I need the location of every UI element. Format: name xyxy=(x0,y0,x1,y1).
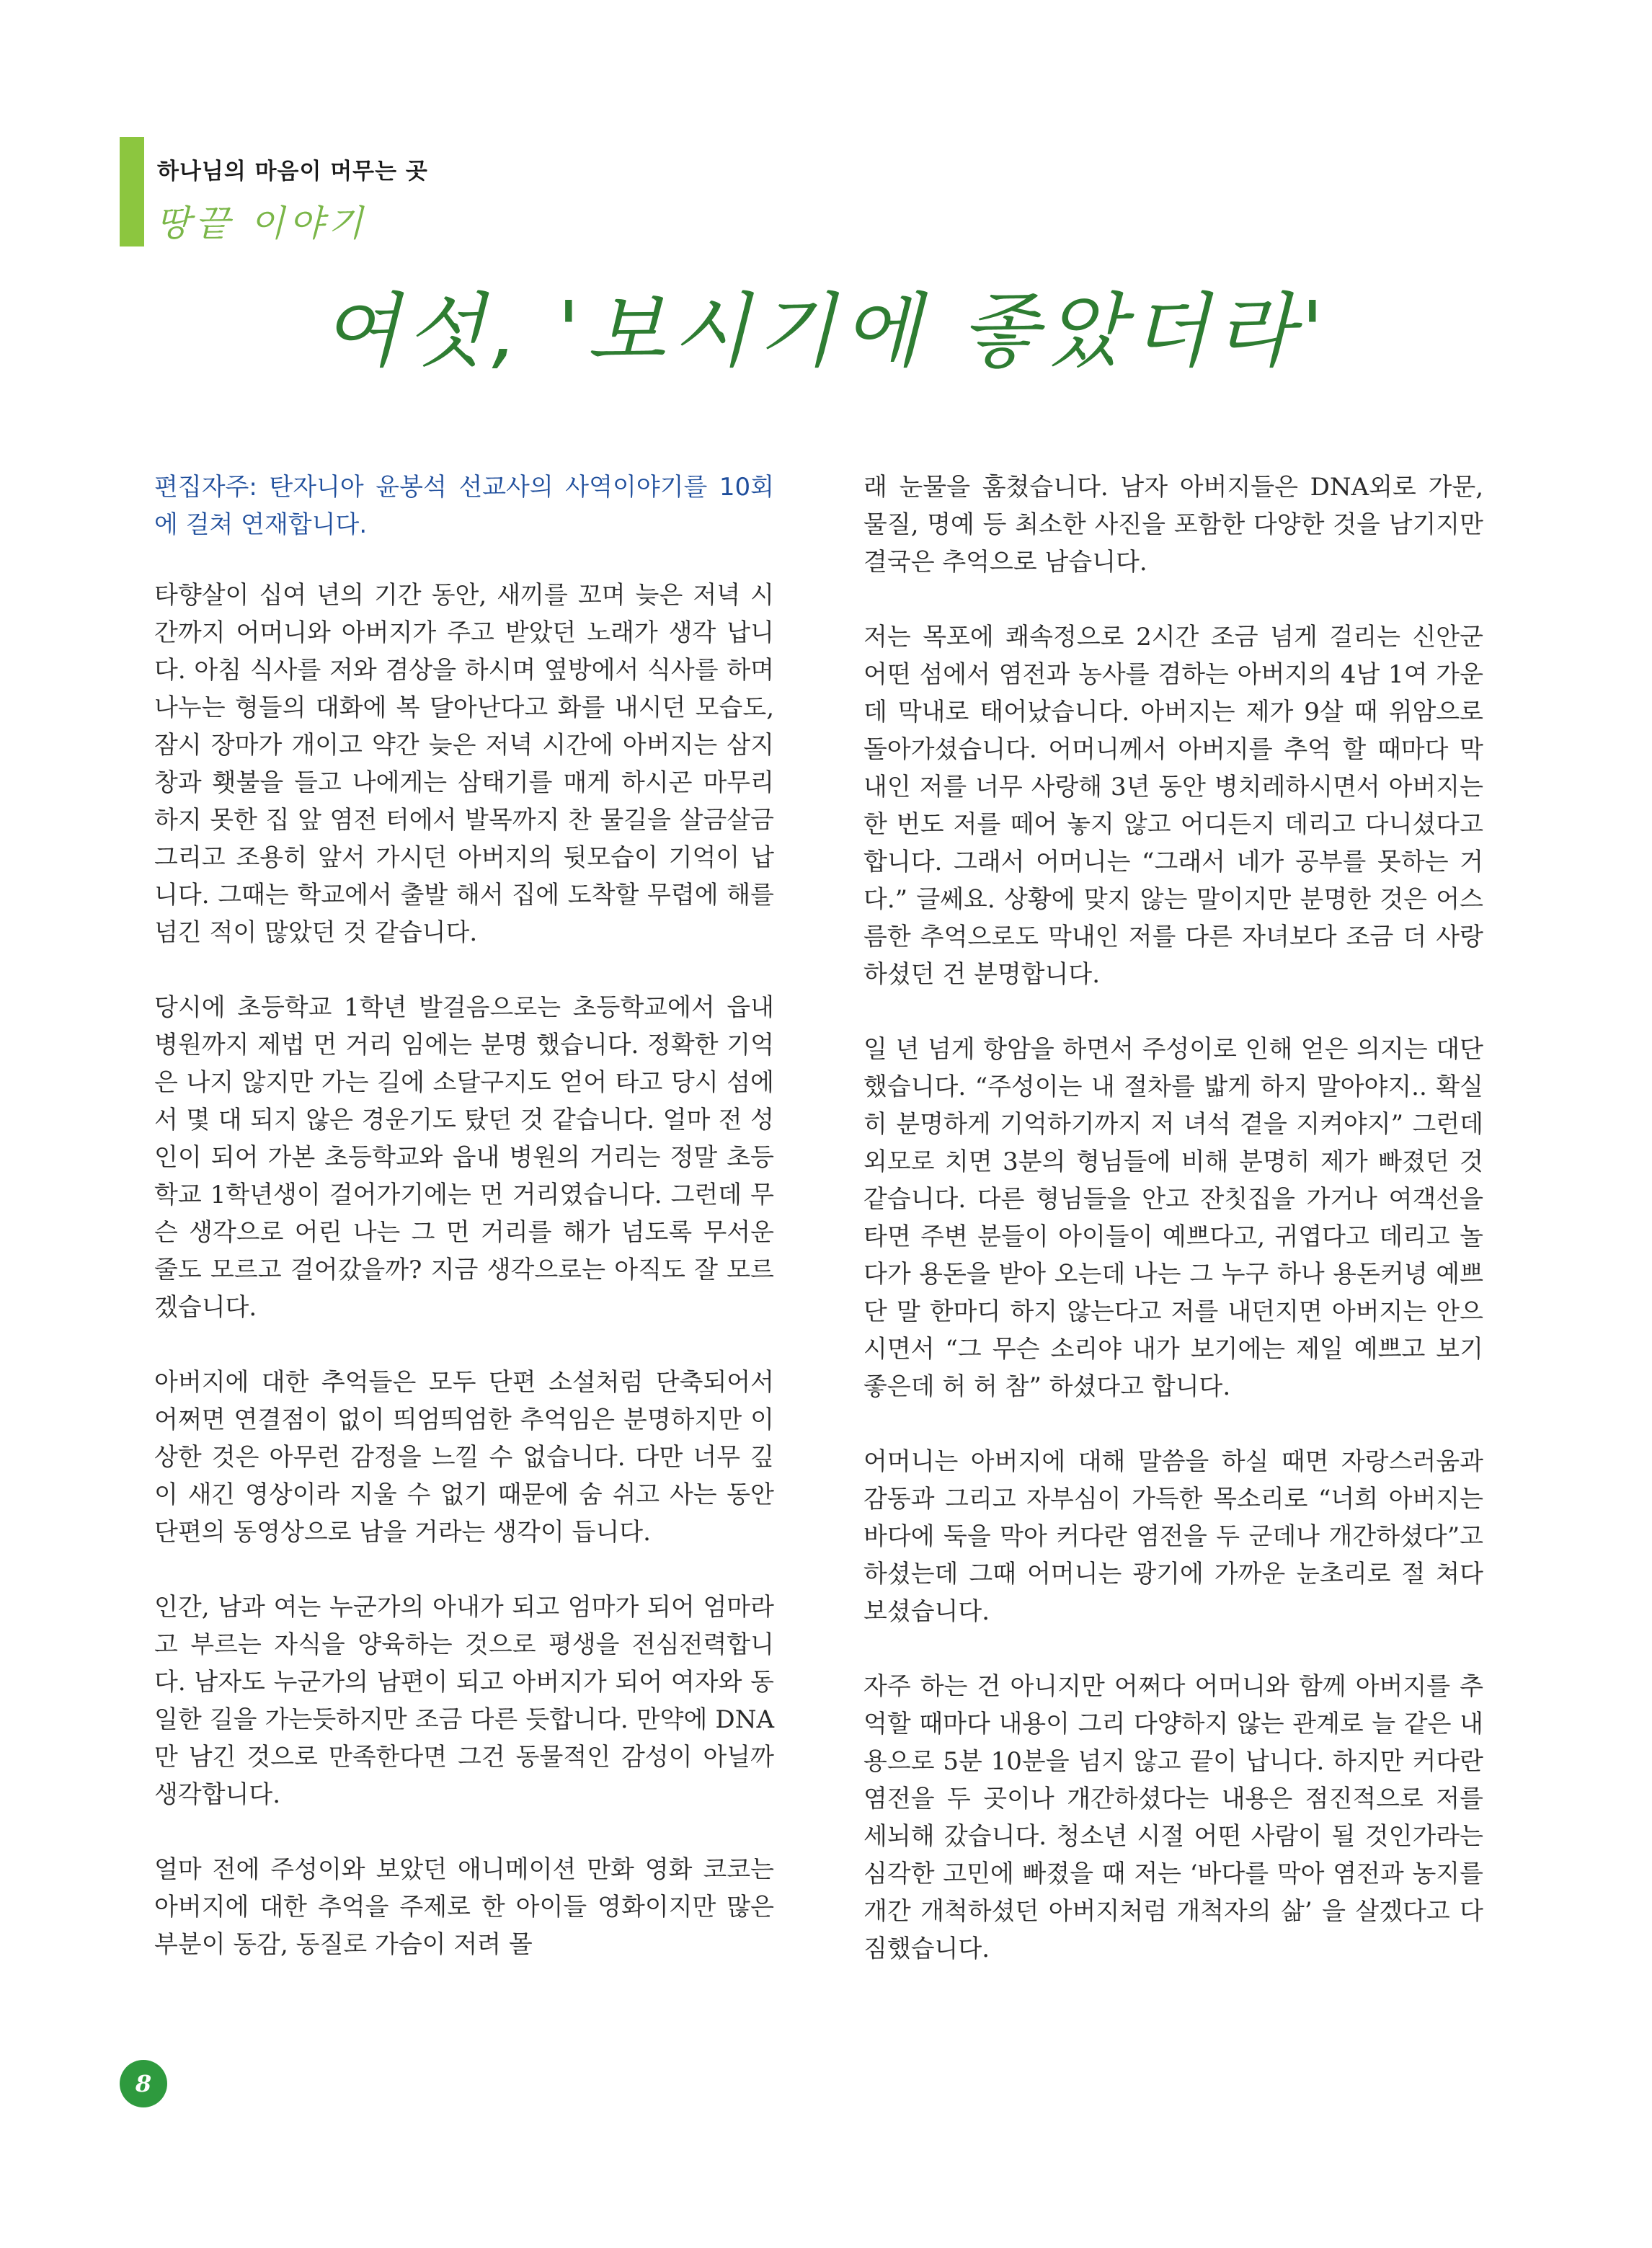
paragraph: 당시에 초등학교 1학년 발걸음으로는 초등학교에서 읍내 병원까지 제법 먼 거리 임에는 분명 했습니다. 정확한 기억은 나지 않지만 가는 길에 소달구지도 얻어 타고 당시 섬에서 몇 대 되지 않은 경운기도 탔던 것 같습니다. 얼마 전 성인이 되어 가본 초등학교와 읍내 병원의 거리는 정말 초등학교 1학년생이 걸어가기에는 먼 거리였습니다. 그런데 무슨 생각으로 어린 나는 그 먼 거리를 해가 넘도록 무서운 줄도 모르고 걸어갔을까? 지금 생각으로는 아직도 잘 모르겠습니다. xyxy=(154,993,774,1322)
paragraph: 타향살이 십여 년의 기간 동안, 새끼를 꼬며 늦은 저녁 시간까지 어머니와 아버지가 주고 받았던 노래가 생각 납니다. 아침 식사를 저와 겸상을 하시며 옆방에서 식사를 하며 나누는 형들의 대화에 복 달아난다고 화를 내시던 모습도, 잠시 장마가 개이고 약간 늦은 저녁 시간에 아버지는 삼지창과 횃불을 들고 나에게는 삼태기를 매게 하시곤 마무리하지 못한 집 앞 염전 터에서 발목까지 찬 물길을 살금살금 그리고 조용히 앞서 가시던 아버지의 뒷모습이 기억이 납니다. 그때는 학교에서 출발 해서 집에 도착할 무렵에 해를 넘긴 적이 많았던 것 같습니다. xyxy=(154,581,774,947)
paragraph: 아버지에 대한 추억들은 모두 단편 소설처럼 단축되어서 어쩌면 연결점이 없이 띄엄띄엄한 추억임은 분명하지만 이상한 것은 아무런 감정을 느낄 수 없습니다. 다만 너무 깊이 새긴 영상이라 지울 수 없기 때문에 숨 쉬고 사는 동안 단편의 동영상으로 남을 거라는 생각이 듭니다. xyxy=(154,1368,774,1547)
paragraph: 래 눈물을 훔쳤습니다. 남자 아버지들은 DNA외로 가문, 물질, 명예 등 최소한 사진을 포함한 다양한 것을 남기지만 결국은 추억으로 남습니다. xyxy=(863,473,1483,577)
paragraph: 일 년 넘게 항암을 하면서 주성이로 인해 얻은 의지는 대단했습니다. “주성이는 내 절차를 밟게 하지 말아야지.. 확실히 분명하게 기억하기까지 저 녀석 곁을 지켜야지” 그런데 외모로 치면 3분의 형님들에 비해 분명히 제가 빠졌던 것 같습니다. 다른 형님들을 안고 잔칫집을 가거나 여객선을 타면 주변 분들이 아이들이 예쁘다고, 귀엽다고 데리고 놀다가 용돈을 받아 오는데 나는 그 누구 하나 용돈커녕 예쁘단 말 한마디 하지 않는다고 저를 내던지면 아버지는 안으시면서 “그 무슨 소리야 내가 보기에는 제일 예쁘고 보기 좋은데 허 허 참” 하셨다고 합니다. xyxy=(863,1035,1483,1401)
article-title: 여섯, '보시기에 좋았더라' xyxy=(321,285,1331,378)
paragraph: 얼마 전에 주성이와 보았던 애니메이션 만화 영화 코코는 아버지에 대한 추억을 주제로 한 아이들 영화이지만 많은 부분이 동감, 동질로 가슴이 저려 몰 xyxy=(154,1855,774,1959)
left-column xyxy=(154,468,774,2001)
paragraph: 어머니는 아버지에 대해 말씀을 하실 때면 자랑스러움과 감동과 그리고 자부심이 가득한 목소리로 “너희 아버지는 바다에 둑을 막아 커다란 염전을 두 군데나 개간하셨다”고 하셨는데 그때 어머니는 광기에 가까운 눈초리로 절 쳐다보셨습니다. xyxy=(863,1447,1483,1626)
paragraph: 인간, 남과 여는 누군가의 아내가 되고 엄마가 되어 엄마라고 부르는 자식을 양육하는 것으로 평생을 전심전력합니다. 남자도 누군가의 남편이 되고 아버지가 되어 여자와 동일한 길을 가는듯하지만 조금 다른 듯합니다. 만약에 DNA만 남긴 것으로 만족한다면 그건 동물적인 감성이 아닐까 생각합니다. xyxy=(154,1593,774,1809)
section-name: 땅끝 이야기 xyxy=(156,203,368,244)
section-accent-bar xyxy=(120,137,144,246)
section-subtitle: 하나님의 마음이 머무는 곳 xyxy=(157,159,428,185)
paragraph: 자주 하는 건 아니지만 어쩌다 어머니와 함께 아버지를 추억할 때마다 내용이 그리 다양하지 않는 관계로 늘 같은 내용으로 5분 10분을 넘지 않고 끝이 납니다. 하지만 커다란 염전을 두 곳이나 개간하셨다는 내용은 점진적으로 저를 세뇌해 갔습니다. 청소년 시절 어떤 사람이 될 것인가라는 심각한 고민에 빠졌을 때 저는 ‘바다를 막아 염전과 농지를 개간 개척하셨던 아버지처럼 개척자의 삶’ 을 살겠다고 다짐했습니다. xyxy=(863,1672,1483,1963)
paragraph: 저는 목포에 쾌속정으로 2시간 조금 넘게 걸리는 신안군 어떤 섬에서 염전과 농사를 겸하는 아버지의 4남 1여 가운데 막내로 태어났습니다. 아버지는 제가 9살 때 위암으로 돌아가셨습니다. 어머니께서 아버지를 추억 할 때마다 막내인 저를 너무 사랑해 3년 동안 병치레하시면서 아버지는 한 번도 저를 떼어 놓지 않고 어디든지 데리고 다니셨다고 합니다. 그래서 어머니는 “그래서 네가 공부를 못하는 거다.” 글쎄요. 상황에 맞지 않는 말이지만 분명한 것은 어스름한 추억으로도 막내인 저를 다른 자녀보다 조금 더 사랑하셨던 건 분명합니다. xyxy=(863,623,1483,989)
right-column xyxy=(863,468,1483,2005)
editor-note: 편집자주: 탄자니아 윤봉석 선교사의 사역이야기를 10회에 걸쳐 연재합니다. xyxy=(154,473,774,539)
page-number: 8 xyxy=(120,2060,167,2107)
